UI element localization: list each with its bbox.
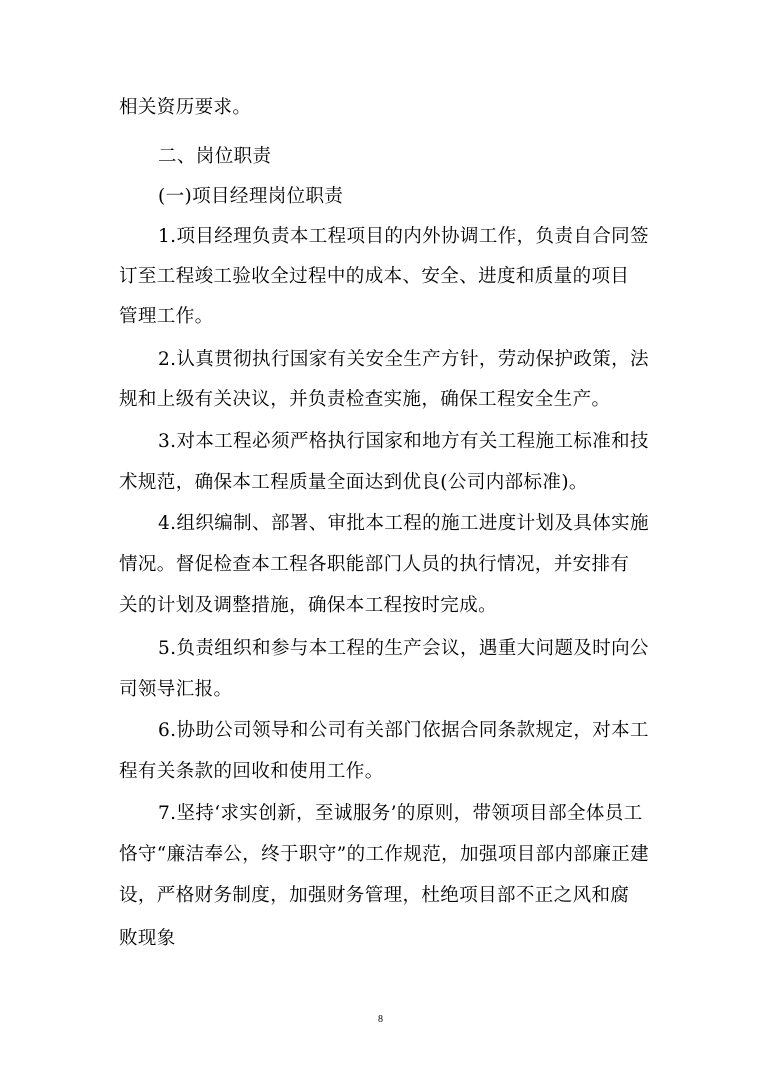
duty-4-line-3: 关的计划及调整措施，确保本工程按时完成。: [119, 595, 498, 616]
duty-1-line-1: 1.项目经理负责本工程项目的内外协调工作，负责自合同签: [158, 226, 649, 247]
duty-1-line-2: 订至工程竣工验收全过程中的成本、安全、进度和质量的项目: [119, 266, 630, 287]
duty-7-line-2: 恪守“廉洁奉公，终于职守”的工作规范，加强项目部内部廉正建: [119, 844, 650, 865]
duty-3-line-1: 3.对本工程必须严格执行国家和地方有关工程施工标准和技: [158, 431, 649, 452]
duty-4-line-1: 4.组织编制、部署、审批本工程的施工进度计划及具体实施: [158, 513, 649, 534]
duty-4-line-2: 情况。督促检查本工程各职能部门人员的执行情况，并安排有: [119, 554, 630, 575]
duty-6-line-1: 6.协助公司领导和公司有关部门依据合同条款规定，对本工: [158, 720, 649, 741]
duty-5-line-2: 司领导汇报。: [119, 679, 233, 700]
duty-7-line-4: 败现象: [119, 928, 176, 949]
duty-1-line-3: 管理工作。: [119, 306, 214, 327]
subsection-heading-project-manager: (一)项目经理岗位职责: [158, 186, 344, 207]
duty-3-line-2: 术规范，确保本工程质量全面达到优良(公司内部标准)。: [119, 472, 588, 493]
duty-6-line-2: 程有关条款的回收和使用工作。: [119, 761, 384, 782]
duty-7-line-1: 7.坚持‘求实创新，至诚服务’的原则，带领项目部全体员工: [158, 803, 643, 824]
duty-2-line-1: 2.认真贯彻执行国家有关安全生产方针，劳动保护政策，法: [158, 349, 649, 370]
duty-2-line-2: 规和上级有关决议，并负责检查实施，确保工程安全生产。: [119, 389, 611, 410]
section-heading-job-duties: 二、岗位职责: [158, 146, 272, 167]
duty-5-line-1: 5.负责组织和参与本工程的生产会议，遇重大问题及时向公: [158, 638, 649, 659]
text-line-continuation: 相关资历要求。: [119, 97, 252, 118]
page-number: 8: [378, 1014, 383, 1025]
duty-7-line-3: 设，严格财务制度，加强财务管理，杜绝项目部不正之风和腐: [119, 885, 630, 906]
